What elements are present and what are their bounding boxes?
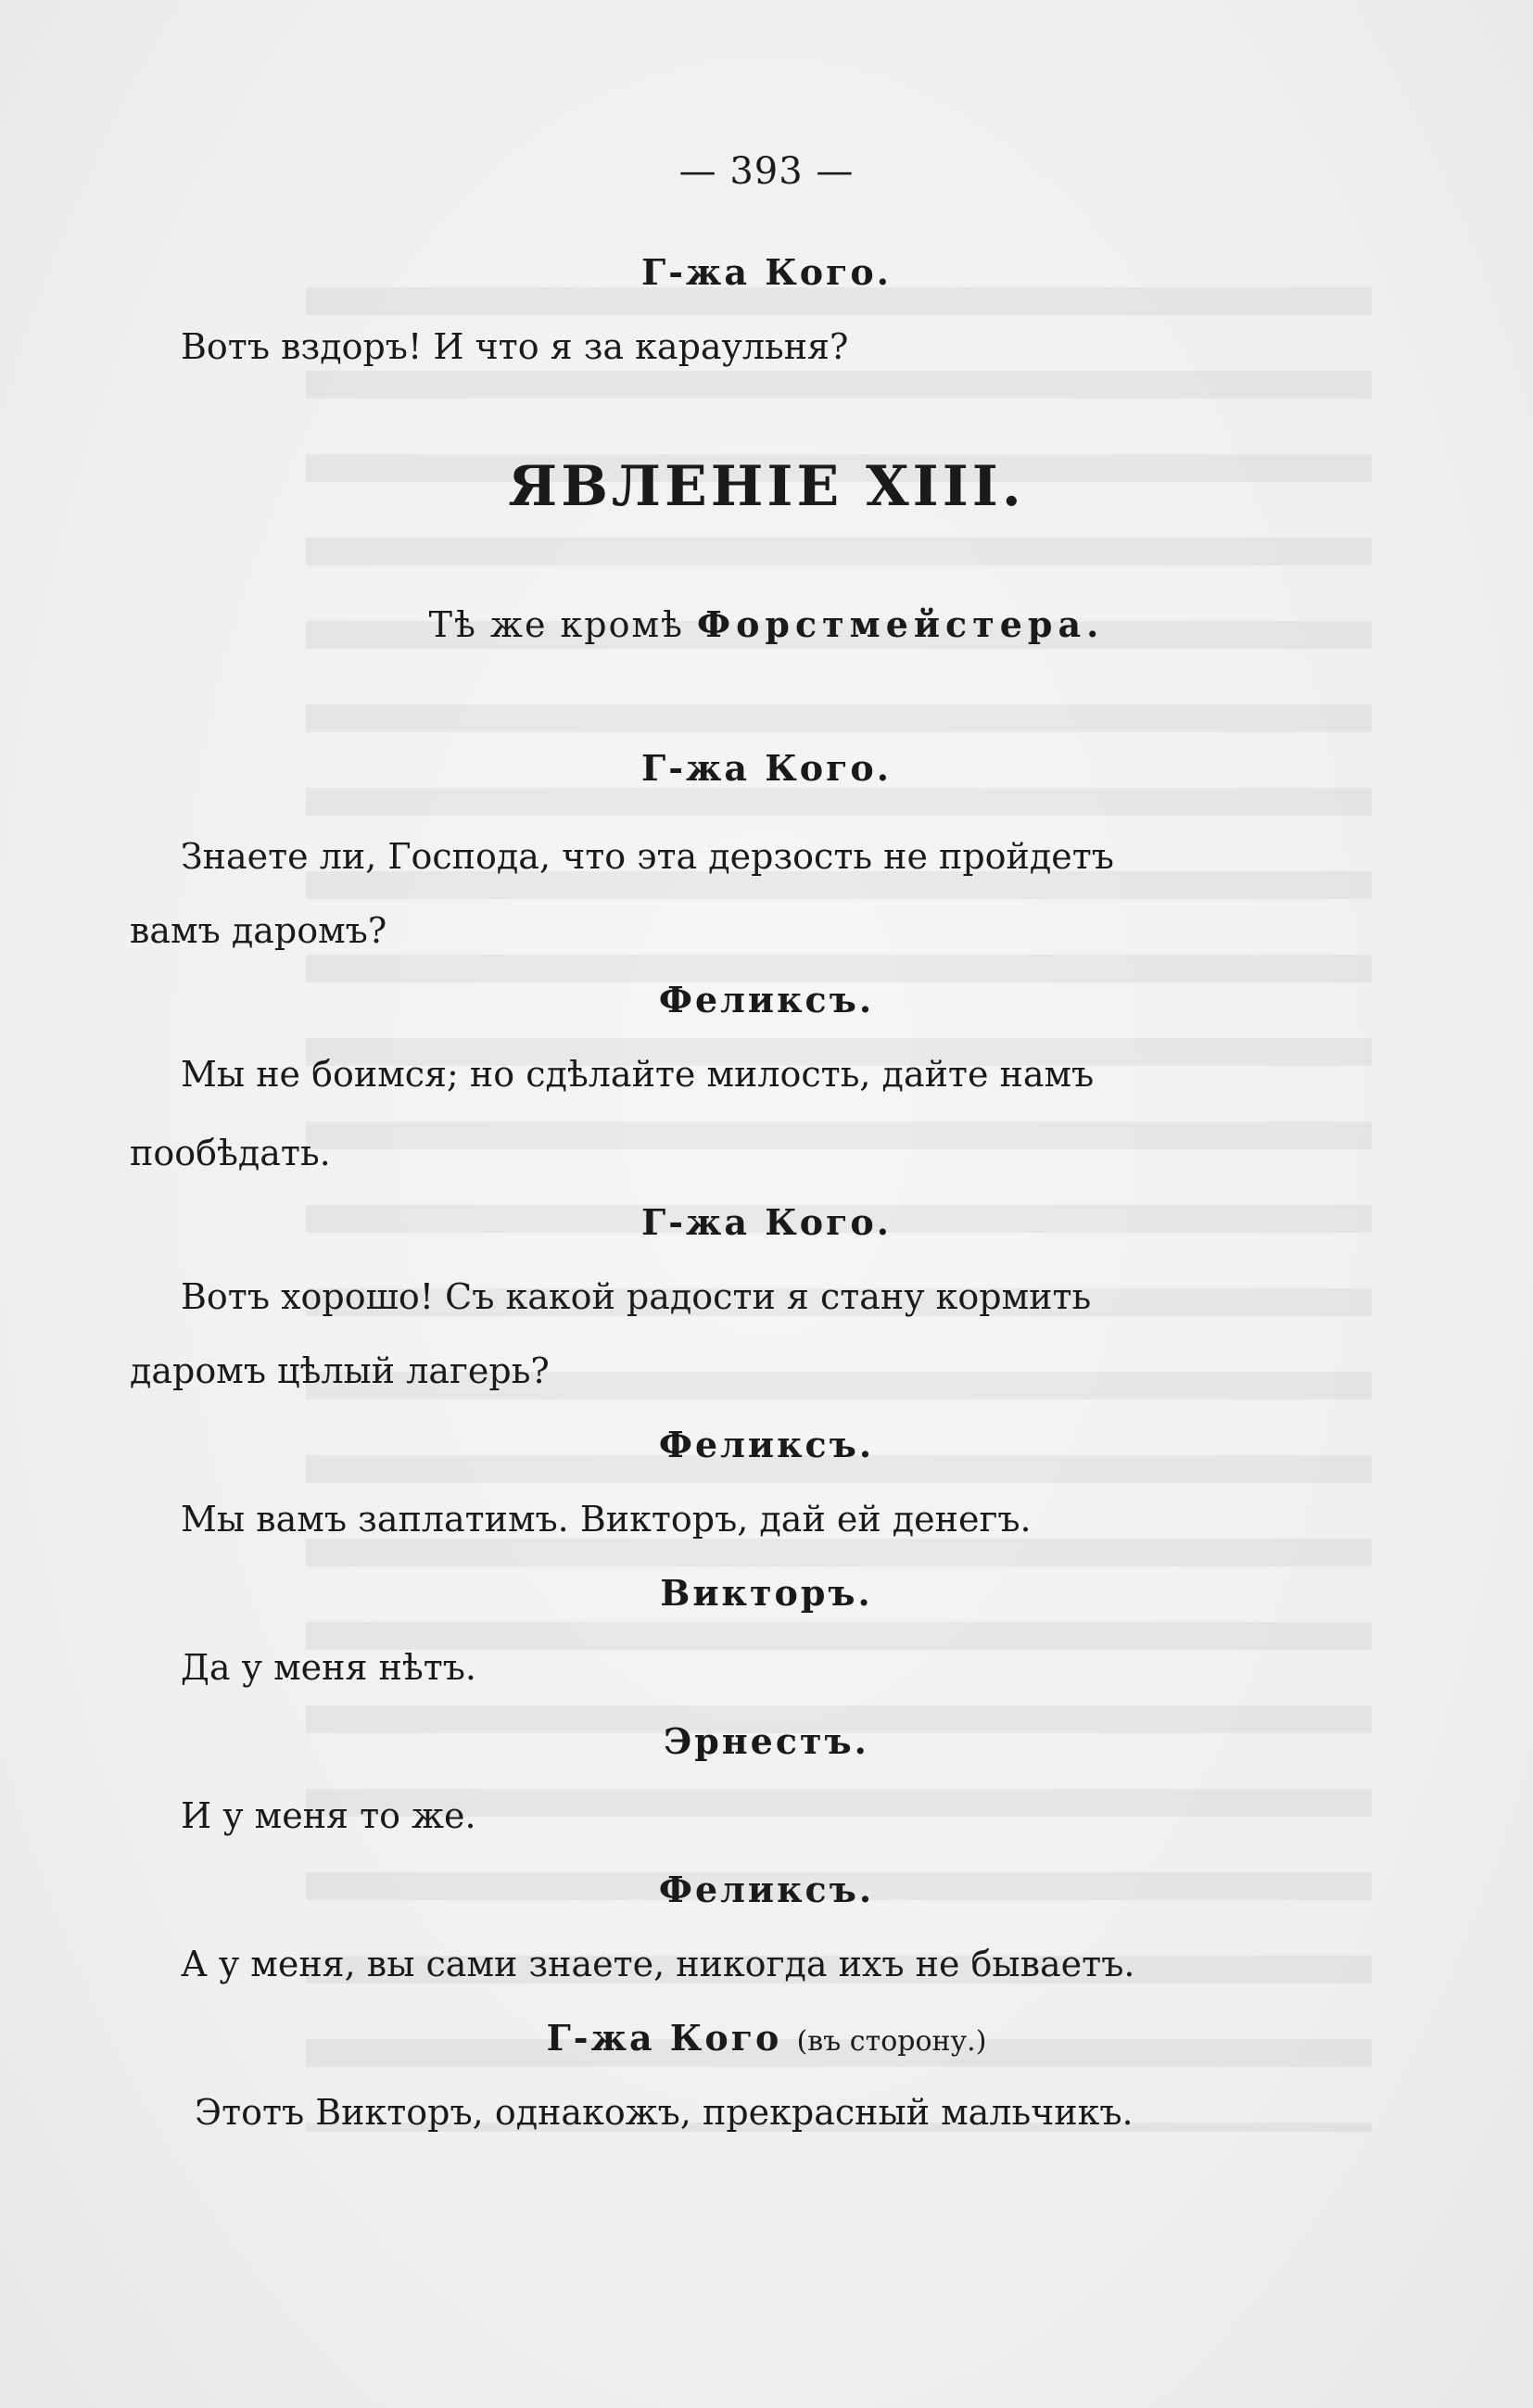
scene-heading: ЯВЛЕНІЕ XIII. [508, 454, 1025, 519]
speech-line: Мы не боимся; но сдѣлайте милость, дайте намъ [181, 1054, 1095, 1095]
speech-line: даромъ цѣлый лагерь? [130, 1350, 550, 1391]
speech-line: вамъ даромъ? [130, 910, 387, 951]
speech-line: Знаете ли, Господа, что эта дерзость не пройдетъ [181, 836, 1114, 877]
stage-direction-name: Форстмейстера. [697, 603, 1105, 645]
speech-line: Вотъ вздоръ! И что я за караульня? [181, 326, 849, 367]
speech-line: А у меня, вы сами знаете, никогда ихъ не бываетъ. [181, 1944, 1135, 1984]
speaker-label: Эрнестъ. [664, 1720, 869, 1762]
speaker-label: Викторъ. [660, 1572, 873, 1614]
speech-line: Этотъ Викторъ, однакожъ, прекрасный мальчикъ. [195, 2092, 1134, 2133]
speaker-label: Г-жа Кого. [640, 747, 892, 789]
speech-line: Мы вамъ заплатимъ. Викторъ, дай ей денегъ. [181, 1499, 1032, 1540]
speech-line: пообѣдать. [130, 1133, 331, 1173]
speech-line: Вотъ хорошо! Съ какой радости я стану кормить [181, 1276, 1092, 1317]
speaker-label: Г-жа Кого. [640, 1201, 892, 1243]
speaker-label: Феликсъ. [658, 1869, 875, 1910]
speech-line: Да у меня нѣтъ. [181, 1647, 477, 1688]
speaker-label [0, 2017, 1533, 2059]
stage-direction [0, 603, 1533, 645]
page-number: — 393 — [678, 150, 855, 193]
speaker-label: Г-жа Кого. [640, 251, 892, 293]
speaker-label: Феликсъ. [658, 1424, 875, 1465]
speaker-label: Феликсъ. [658, 979, 875, 1020]
stage-direction-text: Тѣ же кромѣ [428, 604, 698, 645]
speaker-name: Г-жа Кого [546, 2017, 782, 2059]
speech-line: И у меня то же. [181, 1795, 476, 1836]
stage-aside: (въ сторону.) [796, 2025, 987, 2058]
